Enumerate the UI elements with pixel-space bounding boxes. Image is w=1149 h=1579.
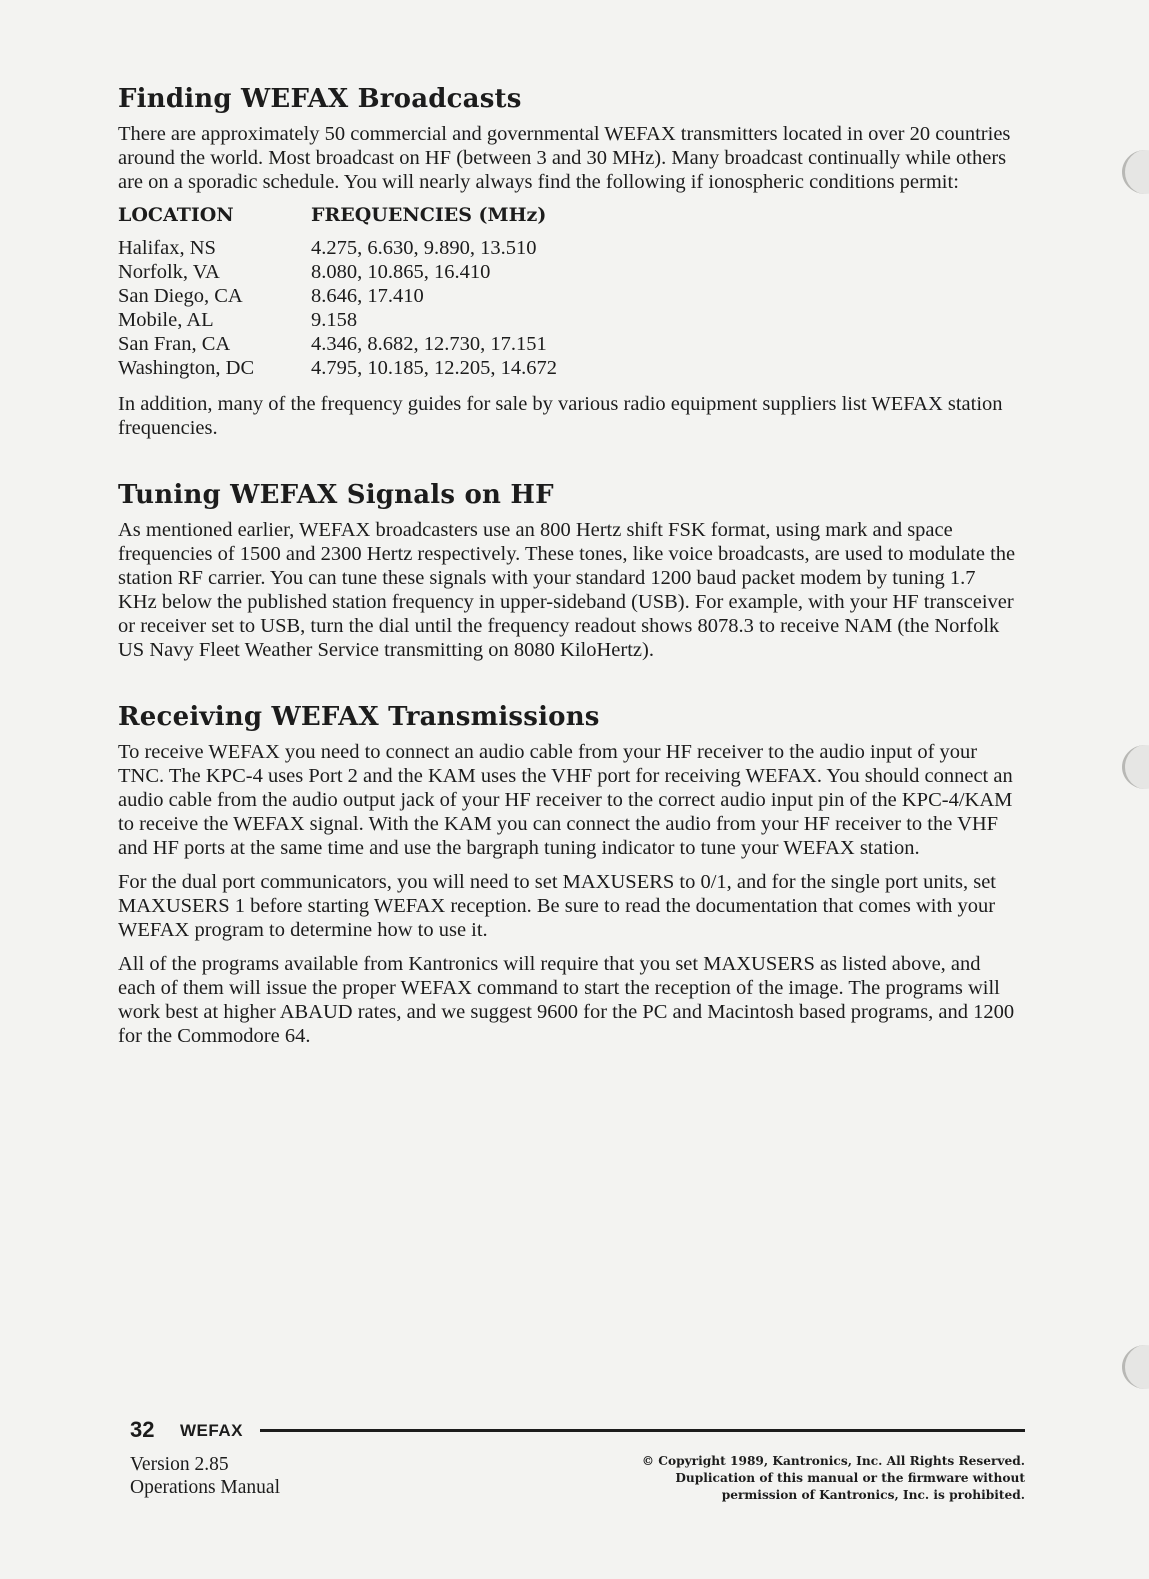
section-receiving-wefax [118, 702, 1018, 1048]
version-info [130, 1453, 280, 1499]
location-cell: San Diego, CA [118, 285, 243, 307]
table-header-row [118, 204, 557, 236]
section-tuning-wefax [118, 480, 1018, 662]
copyright-notice [595, 1453, 1025, 1504]
copyright-line: © Copyright 1989, Kantronics, Inc. All Rights Reserved. [641, 1454, 1025, 1468]
section-heading: Finding WEFAX Broadcasts [118, 84, 522, 114]
frequencies-cell: 9.158 [311, 309, 358, 331]
version-label: Version 2.85 [130, 1454, 229, 1475]
location-cell: Halifax, NS [118, 237, 216, 259]
location-cell: Norfolk, VA [118, 261, 220, 283]
manual-label: Operations Manual [130, 1477, 281, 1498]
table-row [118, 356, 557, 380]
location-cell: Mobile, AL [118, 309, 214, 331]
section-heading: Receiving WEFAX Transmissions [118, 702, 600, 732]
paragraph: In addition, many of the frequency guides for sale by various radio equipment suppliers list WEFAX station frequencies. [118, 393, 1003, 439]
table-row [118, 332, 557, 356]
page-content [118, 84, 1018, 1088]
location-cell: San Fran, CA [118, 333, 231, 355]
copyright-line: permission of Kantronics, Inc. is prohibited. [721, 1488, 1025, 1502]
frequencies-cell: 8.080, 10.865, 16.410 [311, 261, 491, 283]
paragraph: To receive WEFAX you need to connect an audio cable from your HF receiver to the audio input of your TNC. The KPC-4 uses Port 2 and the KAM uses the VHF port for receiving WEFAX. You should connect an audio cable from the audio output jack of your HF receiver to the correct audio input pin of the KPC-4/KAM to receive the WEFAX signal. With the KAM you can connect the audio from your HF receiver to the VHF and HF ports at the same time and use the bargraph tuning indicator to tune your WEFAX station. [118, 741, 1013, 859]
paragraph: All of the programs available from Kantronics will require that you set MAXUSERS as listed above, and each of them will issue the proper WEFAX command to start the reception of the image. The programs will work best at higher ABAUD rates, and we suggest 9600 for the PC and Macintosh based programs, and 1200 for the Commodore 64. [118, 953, 1015, 1047]
frequency-table [118, 204, 557, 380]
column-header-frequencies: FREQUENCIES (MHz) [311, 204, 547, 226]
table-row [118, 308, 557, 332]
frequencies-cell: 4.275, 6.630, 9.890, 13.510 [311, 237, 537, 259]
section-heading: Tuning WEFAX Signals on HF [118, 480, 554, 510]
binder-hole [1122, 745, 1149, 789]
column-header-location: LOCATION [118, 204, 234, 226]
frequencies-cell: 4.346, 8.682, 12.730, 17.151 [311, 333, 547, 355]
table-row [118, 260, 557, 284]
section-finding-wefax [118, 84, 1018, 440]
copyright-line: Duplication of this manual or the firmware without [675, 1471, 1025, 1485]
binder-hole [1122, 150, 1149, 194]
footer-header [130, 1415, 1025, 1445]
table-row [118, 284, 557, 308]
location-cell: Washington, DC [118, 357, 255, 379]
paragraph: There are approximately 50 commercial and governmental WEFAX transmitters located in over 20 countries around the world. Most broadcast on HF (between 3 and 30 MHz). Many broadcast continually while others are on a sporadic schedule. You will nearly always find the following if ionospheric conditions permit: [118, 123, 1011, 193]
footer-rule [260, 1429, 1025, 1432]
frequencies-cell: 4.795, 10.185, 12.205, 14.672 [311, 357, 557, 379]
paragraph: For the dual port communicators, you will need to set MAXUSERS to 0/1, and for the single port units, set MAXUSERS 1 before starting WEFAX reception. Be sure to read the documentation that comes with your WEFAX program to determine how to use it. [118, 871, 996, 941]
page-footer [130, 1415, 1025, 1505]
paragraph: As mentioned earlier, WEFAX broadcasters use an 800 Hertz shift FSK format, using mark and space frequencies of 1500 and 2300 Hertz respectively. These tones, like voice broadcasts, are used to modulate the station RF carrier. You can tune these signals with your standard 1200 baud packet modem by tuning 1.7 KHz below the published station frequency in upper-sideband (USB). For example, with your HF transceiver or receiver set to USB, turn the dial until the frequency readout shows 8078.3 to receive NAM (the Norfolk US Navy Fleet Weather Service transmitting on 8080 KiloHertz). [118, 519, 1016, 661]
binder-hole [1122, 1345, 1149, 1389]
frequencies-cell: 8.646, 17.410 [311, 285, 424, 307]
page-number: 32 [130, 1417, 155, 1442]
footer-section-name: WEFAX [180, 1421, 243, 1440]
table-row [118, 236, 557, 260]
